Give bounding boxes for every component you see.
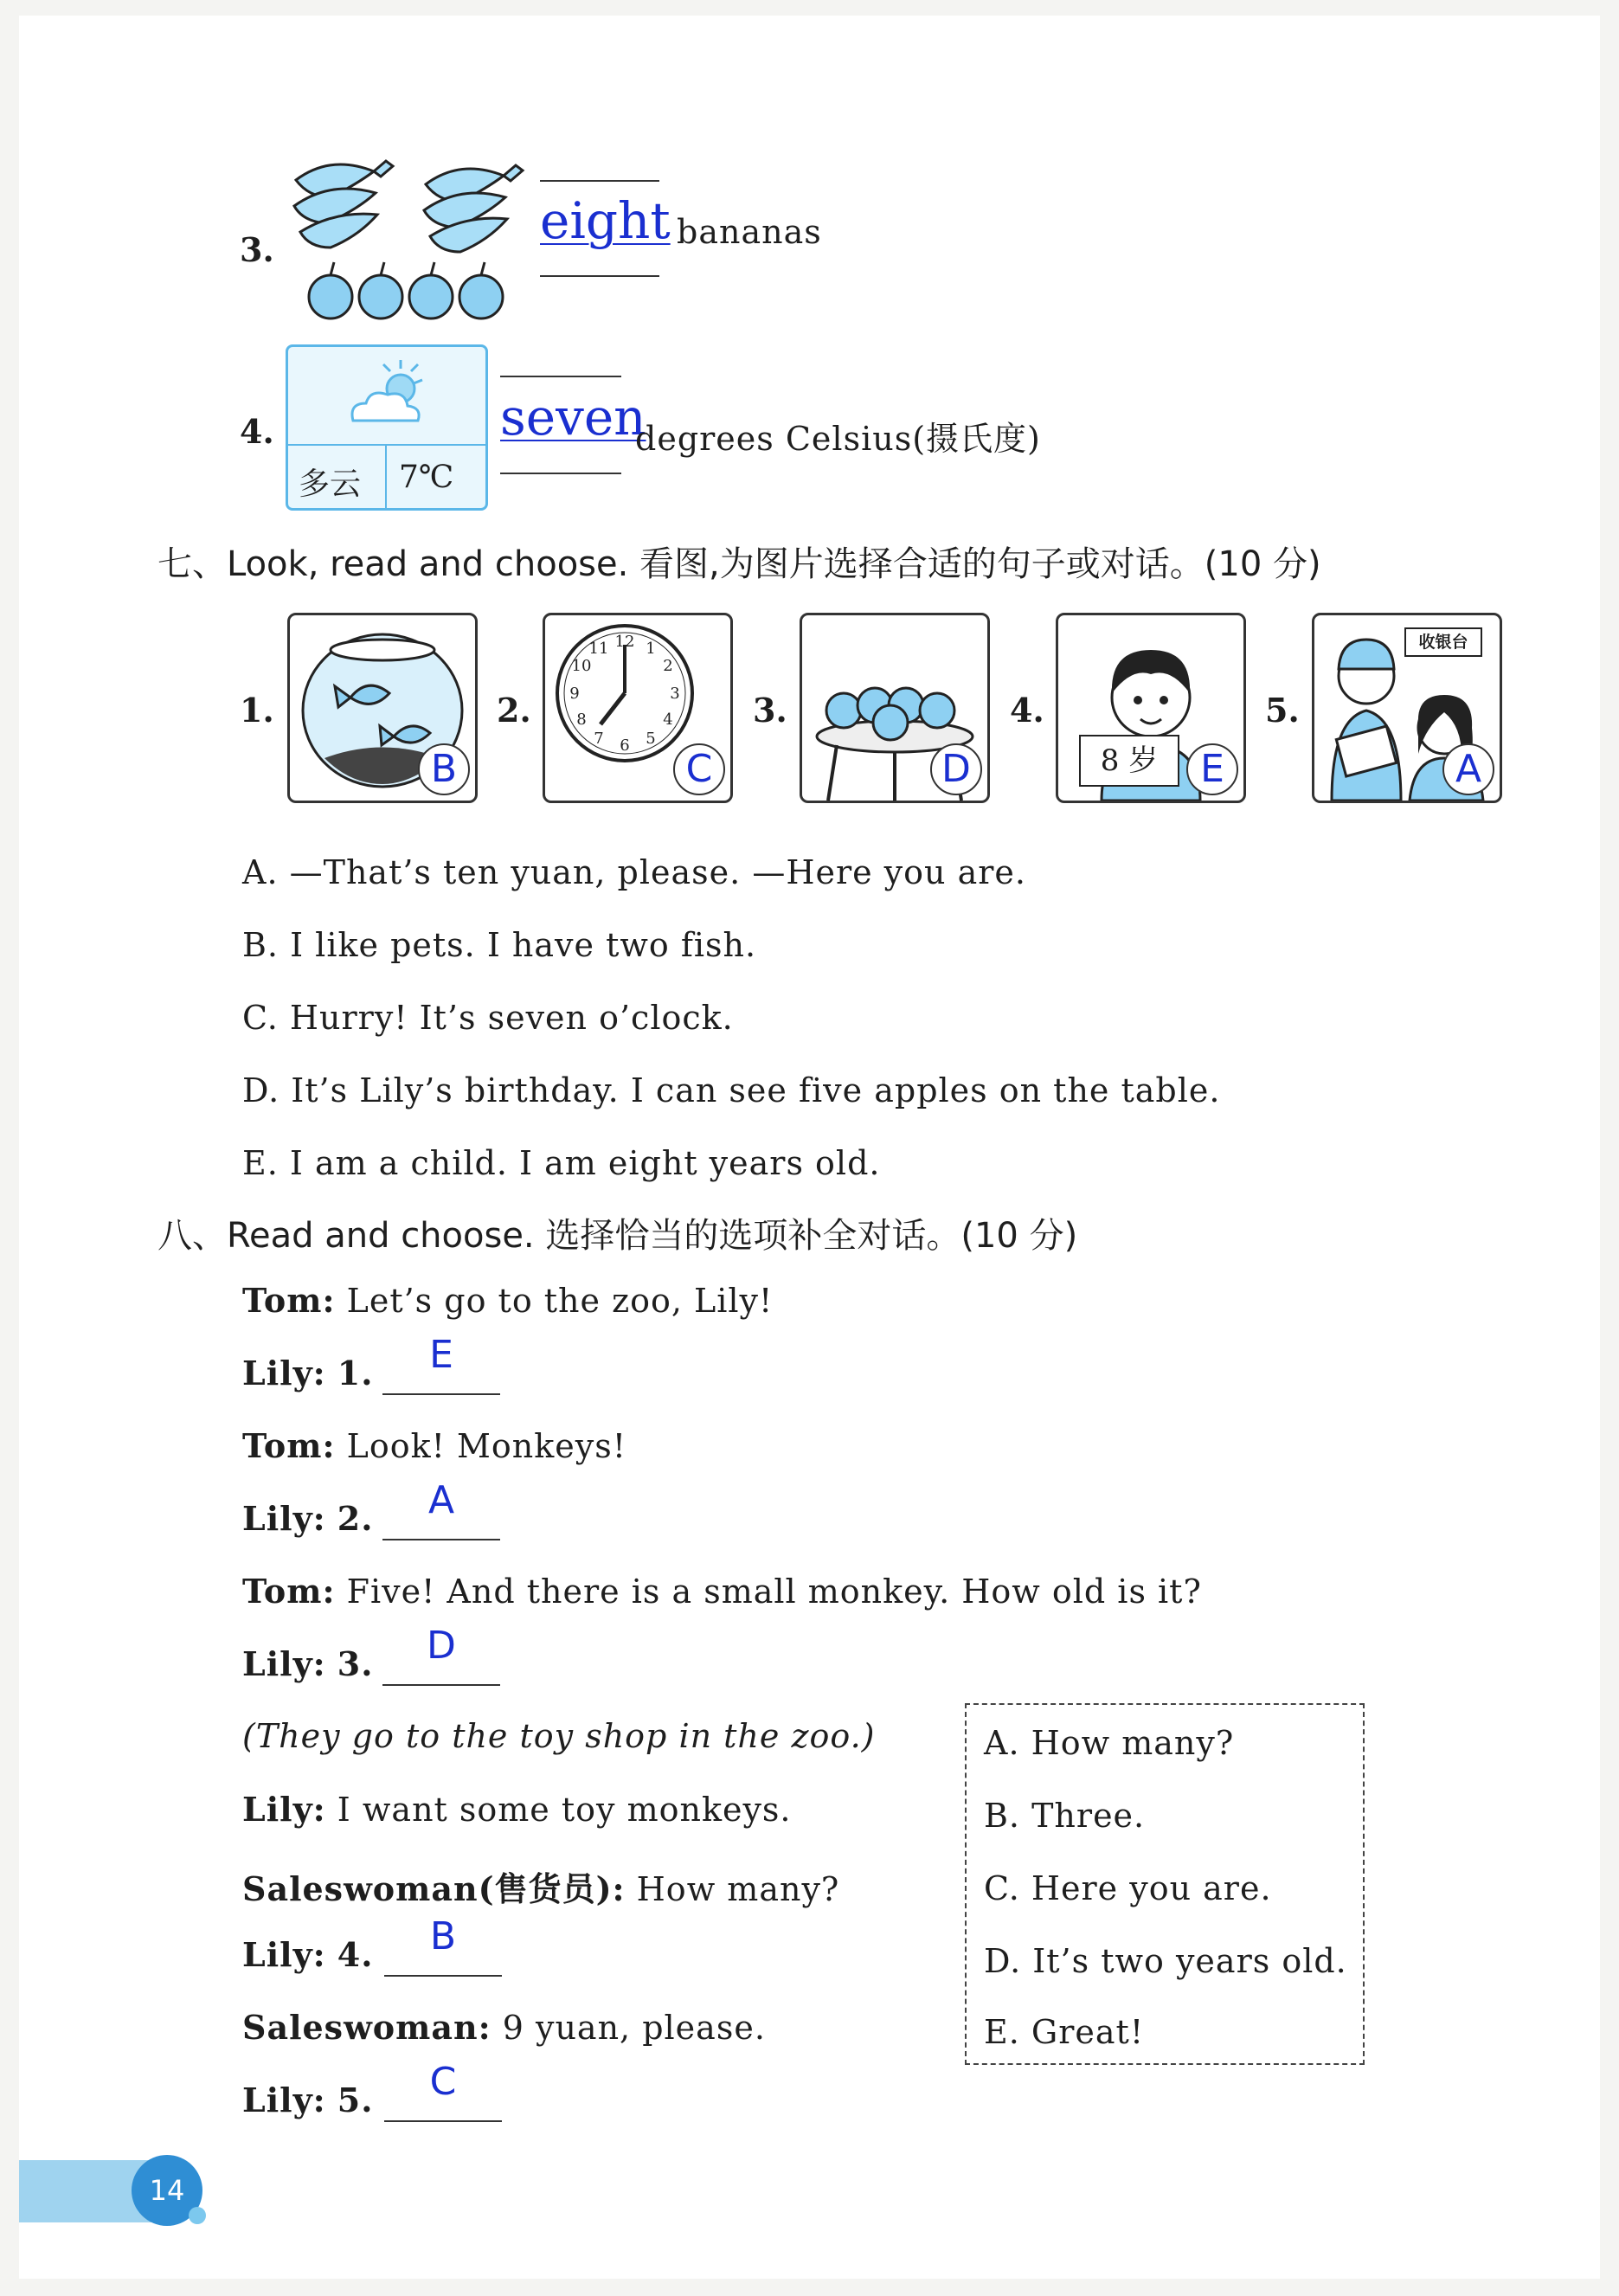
- line-text: How many?: [636, 1870, 840, 1908]
- boy-picture: [1056, 613, 1246, 803]
- q3-suffix: bananas: [677, 213, 822, 251]
- line-text: 9 yuan, please.: [502, 2009, 766, 2047]
- s7-option-e: E. I am a child. I am eight years old.: [242, 1144, 881, 1182]
- cashier-sign: 收银台: [1404, 627, 1482, 657]
- q3-answer[interactable]: eight: [540, 191, 671, 250]
- s7-pic4-answer[interactable]: E: [1186, 743, 1238, 795]
- line-text: Let’s go to the zoo, Lily!: [346, 1282, 774, 1320]
- s7-pic4-number: 4.: [1010, 691, 1044, 730]
- svg-text:9: 9: [569, 685, 580, 703]
- choice-d: D. It’s two years old.: [984, 1942, 1347, 1980]
- q4-number: 4.: [240, 412, 274, 451]
- dialogue-line-10: Lily: 4.: [242, 1935, 374, 1974]
- page-dot: [189, 2207, 206, 2224]
- bananas-apples-illustration: [279, 145, 538, 327]
- s7-pic5-number: 5.: [1265, 691, 1300, 730]
- dialogue-line-1: Tom: Let’s go to the zoo, Lily!: [242, 1281, 774, 1320]
- svg-text:12: 12: [614, 633, 635, 651]
- speaker: Lily: [242, 1644, 313, 1683]
- blank-3-answer[interactable]: D: [427, 1624, 456, 1668]
- speaker: Tom: [242, 1426, 323, 1465]
- blank-2-answer[interactable]: A: [427, 1478, 455, 1522]
- s7-option-b: B. I like pets. I have two fish.: [242, 926, 757, 964]
- s7-pic2-number: 2.: [497, 691, 531, 730]
- blank-1-line: [382, 1393, 500, 1395]
- q3-number: 3.: [240, 230, 274, 269]
- line-text: I want some toy monkeys.: [337, 1791, 792, 1829]
- choice-b: B. Three.: [984, 1797, 1146, 1835]
- blank-number: 1.: [337, 1354, 374, 1392]
- speaker: Tom: [242, 1572, 323, 1611]
- dialogue-line-4: Lily: 2.: [242, 1499, 374, 1538]
- s7-pic2-answer[interactable]: C: [673, 743, 725, 795]
- s7-pic5-answer[interactable]: A: [1442, 743, 1494, 795]
- blank-3-line: [382, 1684, 500, 1686]
- dialogue-line-3: Tom: Look! Monkeys!: [242, 1426, 626, 1465]
- line-text: Look! Monkeys!: [346, 1427, 626, 1465]
- speaker: Saleswoman: [242, 2008, 479, 2047]
- svg-text:2: 2: [663, 657, 673, 675]
- svg-text:10: 10: [571, 657, 592, 675]
- blank-1-answer[interactable]: E: [429, 1333, 453, 1377]
- blank-5-answer[interactable]: C: [429, 2060, 457, 2104]
- svg-text:6: 6: [620, 736, 630, 755]
- svg-text:11: 11: [588, 640, 609, 658]
- blank-2-line: [382, 1539, 500, 1540]
- q4-blank-top: [500, 376, 621, 377]
- speaker: Lily: [242, 1790, 313, 1829]
- line-text: Five! And there is a small monkey. How old is it?: [346, 1572, 1202, 1611]
- section8-heading: 八、Read and choose. 选择恰当的选项补全对话。(10 分): [157, 1216, 1078, 1256]
- choices-box: [965, 1703, 1365, 2065]
- q4-answer[interactable]: seven: [500, 388, 646, 447]
- choice-a: A. How many?: [984, 1724, 1235, 1762]
- speaker: Lily: [242, 2081, 313, 2119]
- speaker: Lily: [242, 1499, 313, 1538]
- blank-number: 4.: [337, 1935, 374, 1974]
- s7-pic3-number: 3.: [753, 691, 787, 730]
- speaker: Lily: [242, 1354, 313, 1392]
- q3-blank-top: [540, 180, 659, 182]
- s7-pic3-answer[interactable]: D: [930, 743, 982, 795]
- weather-label: 多云: [299, 466, 362, 502]
- cloudy-sun-icon: [340, 356, 435, 434]
- age-sign: 8 岁: [1079, 735, 1179, 787]
- section7-heading: 七、Look, read and choose. 看图,为图片选择合适的句子或对话。(10 分): [157, 544, 1321, 584]
- svg-text:1: 1: [646, 640, 656, 658]
- page-number: 14: [132, 2155, 202, 2226]
- fishbowl-picture: [287, 613, 478, 803]
- weather-divider: [385, 446, 387, 510]
- temperature-label: 7℃: [399, 460, 454, 495]
- choice-c: C. Here you are.: [984, 1869, 1272, 1907]
- blank-number: 5.: [337, 2081, 374, 2119]
- worksheet-page: [19, 16, 1600, 2279]
- blank-4-line: [384, 1975, 502, 1977]
- s7-pic1-answer[interactable]: B: [418, 743, 470, 795]
- speaker: Lily: [242, 1935, 313, 1974]
- choice-e: E. Great!: [984, 2013, 1145, 2051]
- s7-pic1-number: 1.: [240, 691, 274, 730]
- apples-table-picture: [800, 613, 990, 803]
- q4-blank-bottom: [500, 473, 621, 474]
- blank-number: 3.: [337, 1644, 374, 1683]
- q4-suffix: degrees Celsius(摄氏度): [635, 420, 1041, 458]
- blank-number: 2.: [337, 1499, 374, 1538]
- dialogue-line-9: Saleswoman(售货员): How many?: [242, 1869, 840, 1908]
- speaker: Tom: [242, 1281, 323, 1320]
- cashier-picture: [1312, 613, 1502, 803]
- dialogue-line-5: Tom: Five! And there is a small monkey. How old is it?: [242, 1572, 1202, 1611]
- q3-blank-bottom: [540, 275, 659, 277]
- dialogue-line-8: Lily: I want some toy monkeys.: [242, 1790, 792, 1829]
- svg-text:5: 5: [646, 730, 656, 748]
- svg-text:8: 8: [576, 711, 587, 729]
- s7-option-c: C. Hurry! It’s seven o’clock.: [242, 999, 734, 1037]
- svg-text:3: 3: [670, 685, 680, 703]
- stage-direction: (They go to the toy shop in the zoo.): [242, 1717, 876, 1755]
- s7-option-d: D. It’s Lily’s birthday. I can see five apples on the table.: [242, 1071, 1221, 1109]
- weather-card: [286, 344, 488, 511]
- weather-labels: [288, 444, 485, 510]
- svg-text:7: 7: [594, 730, 604, 748]
- clock-picture: [543, 613, 733, 803]
- svg-text:4: 4: [663, 711, 673, 729]
- dialogue-line-2: Lily: 1.: [242, 1354, 374, 1392]
- dialogue-line-11: Saleswoman: 9 yuan, please.: [242, 2008, 766, 2047]
- speaker: Saleswoman(售货员): [242, 1869, 613, 1908]
- dialogue-line-6: Lily: 3.: [242, 1644, 374, 1683]
- blank-4-answer[interactable]: B: [429, 1914, 457, 1958]
- s7-option-a: A. —That’s ten yuan, please. —Here you are.: [242, 853, 1026, 891]
- dialogue-line-12: Lily: 5.: [242, 2081, 374, 2119]
- blank-5-line: [384, 2120, 502, 2122]
